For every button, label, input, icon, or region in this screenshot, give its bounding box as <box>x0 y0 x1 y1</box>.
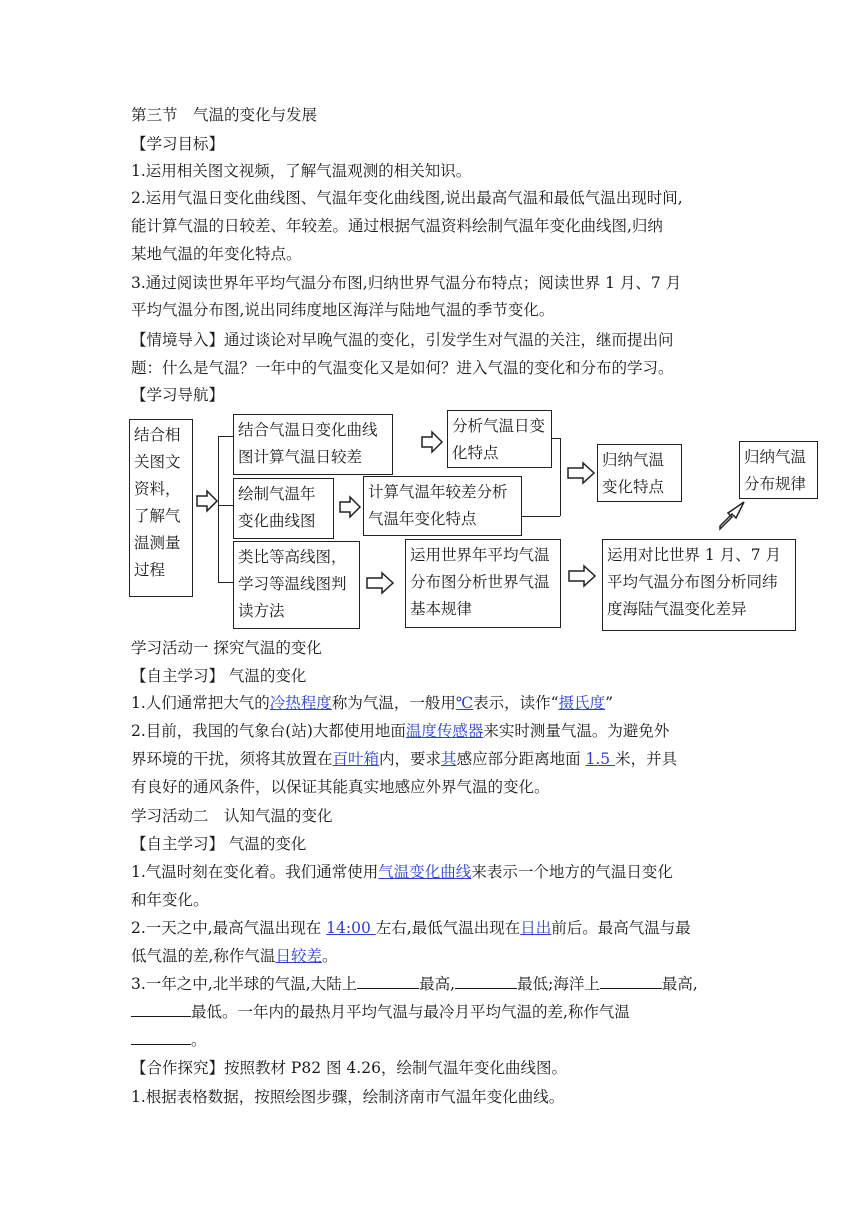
answer-link[interactable]: 其 <box>441 750 457 768</box>
text: 米，并具 <box>615 750 678 768</box>
answer-link[interactable]: 14:00 <box>326 919 376 937</box>
answer-link[interactable]: 百叶箱 <box>332 750 380 768</box>
brace-tick <box>218 505 233 506</box>
r3-line-3 <box>131 1029 207 1051</box>
text: 3.一年之中,北半球的气温,大陆上 <box>131 975 358 993</box>
intro-line-2: 题：什么是气温？一年中的气温变化又是如何？进入气温的变化和分布的学习。 <box>131 359 674 377</box>
r2-line-1 <box>131 917 691 939</box>
self-study-2-heading: 【自主学习】 气温的变化 <box>131 835 307 853</box>
answer-link[interactable]: 日较差 <box>275 947 322 965</box>
text: 1.人们通常把大气的 <box>131 694 270 712</box>
objective-3-line-2: 平均气温分布图,说出同纬度地区海洋与陆地气温的季节变化。 <box>131 301 555 319</box>
box-world-annual: 运用世界年平均气温分布图分析世界气温基本规律 <box>405 539 561 628</box>
box-annual-curve: 绘制气温年变化曲线图 <box>233 478 334 539</box>
text: 1.气温时刻在变化着。我们通常使用 <box>131 863 379 881</box>
text: 最低;海洋上 <box>517 975 600 993</box>
arrow-right-icon <box>568 565 596 587</box>
r3-line-1 <box>131 973 698 995</box>
coop-heading: 【合作探究】按照教材 P82 图 4.26，绘制气温年变化曲线图。 <box>131 1059 567 1077</box>
arrow-right-icon <box>339 496 361 518</box>
text: 来实时测量气温。为避免外 <box>483 722 670 740</box>
intro-line-1: 【情境导入】通过谈论对早晚气温的变化，引发学生对气温的关注，继而提出问 <box>131 331 674 349</box>
text: 来表示一个地方的气温日变化 <box>471 863 673 881</box>
objective-3-line-1: 3.通过阅读世界年平均气温分布图,归纳世界气温分布特点；阅读世界 1 月、7 月 <box>131 274 682 292</box>
text: 内，要求 <box>379 750 442 768</box>
brace-tick <box>218 436 233 437</box>
text: 称为气温，一般用 <box>331 694 456 712</box>
arrow-right-icon <box>366 572 394 594</box>
coop-task-1: 1.根据表格数据，按照绘图步骤，绘制济南市气温年变化曲线。 <box>131 1088 565 1106</box>
q2-line-3: 有良好的通风条件，以保证其能真实地感应外界气温的变化。 <box>131 778 550 796</box>
self-study-1-heading: 【自主学习】 气温的变化 <box>131 667 307 685</box>
objective-1: 1.运用相关图文视频，了解气温观测的相关知识。 <box>131 162 472 180</box>
text: 最高, <box>661 975 698 993</box>
fill-blank[interactable] <box>357 974 419 989</box>
text: 前后。最高气温与最 <box>551 919 691 937</box>
activity-2-heading: 学习活动二 认知气温的变化 <box>131 807 333 825</box>
arrow-right-icon <box>421 431 443 453</box>
answer-link[interactable]: ℃ <box>455 694 474 712</box>
objective-2-line-1: 2.运用气温日变化曲线图、气温年变化曲线图,说出最高气温和最低气温出现时间, <box>131 189 683 207</box>
text: 2.一天之中,最高气温出现在 <box>131 919 327 937</box>
arrow-right-icon <box>567 462 595 484</box>
answer-link[interactable]: 冷热程度 <box>269 694 332 712</box>
activity-1-heading: 学习活动一 探究气温的变化 <box>131 639 322 657</box>
text: 最高, <box>419 975 456 993</box>
text: 左右,最低气温出现在 <box>375 919 521 937</box>
section-title: 第三节 气温的变化与发展 <box>131 106 318 124</box>
brace-tick <box>218 582 233 583</box>
q2-line-1 <box>131 720 669 742</box>
r3-line-2 <box>131 1001 630 1023</box>
q2-line-2 <box>131 748 677 770</box>
text: 感应部分距离地面 <box>456 750 586 768</box>
text: 界环境的干扰，须将其放置在 <box>131 750 333 768</box>
r1-line-1 <box>131 861 673 883</box>
answer-link[interactable]: 温度传感器 <box>405 722 484 740</box>
brace-line <box>218 436 219 582</box>
answer-link[interactable]: 1.5 <box>585 750 616 768</box>
objective-2-line-2: 能计算气温的日较差、年较差。通过根据气温资料绘制气温年变化曲线图,归纳 <box>131 217 663 235</box>
fill-blank[interactable] <box>455 974 517 989</box>
box-measure-process: 结合相关图文资料，了解气温测量过程 <box>129 419 193 597</box>
answer-link[interactable]: 气温变化曲线 <box>378 863 472 881</box>
q1-line <box>131 692 613 714</box>
answer-link[interactable]: 摄氏度 <box>558 694 606 712</box>
text: 。 <box>321 947 338 965</box>
objectives-heading: 【学习目标】 <box>131 135 225 153</box>
box-temp-change-summary: 归纳气温变化特点 <box>597 444 682 502</box>
fill-blank[interactable] <box>600 974 662 989</box>
box-jan-jul-compare: 运用对比世界 1 月、7 月平均气温分布图分析同纬度海陆气温变化差异 <box>602 539 796 631</box>
fill-blank[interactable] <box>131 1030 191 1045</box>
text: 最低。一年内的最热月平均气温与最冷月平均气温的差,称作气温 <box>191 1003 630 1021</box>
box-isotherm-reading: 类比等高线图，学习等温线图判读方法 <box>233 541 360 629</box>
fill-blank[interactable] <box>131 1002 191 1017</box>
box-daily-analysis: 分析气温日变化特点 <box>447 410 552 468</box>
text: 。 <box>191 1031 207 1049</box>
answer-link[interactable]: 日出 <box>520 919 552 937</box>
connector <box>552 438 560 439</box>
box-daily-curve: 结合气温日变化曲线图计算气温日较差 <box>233 414 393 475</box>
arrow-right-icon <box>196 490 218 512</box>
connector <box>560 438 561 516</box>
text: 低气温的差,称作气温 <box>131 947 276 965</box>
text: 表示，读作“ <box>473 694 559 712</box>
arrow-up-right-icon <box>716 500 746 530</box>
objective-2-line-3: 某地气温的年变化特点。 <box>131 245 302 263</box>
connector <box>522 516 560 517</box>
box-distribution-rules: 归纳气温分布规律 <box>739 441 818 499</box>
box-annual-analysis: 计算气温年较差分析气温年变化特点 <box>363 476 522 536</box>
nav-heading: 【学习导航】 <box>131 386 225 404</box>
r2-line-2 <box>131 945 337 967</box>
text: 2.目前，我国的气象台(站)大都使用地面 <box>131 722 406 740</box>
text: ” <box>605 694 614 712</box>
r1-line-2: 和年变化。 <box>131 891 209 909</box>
